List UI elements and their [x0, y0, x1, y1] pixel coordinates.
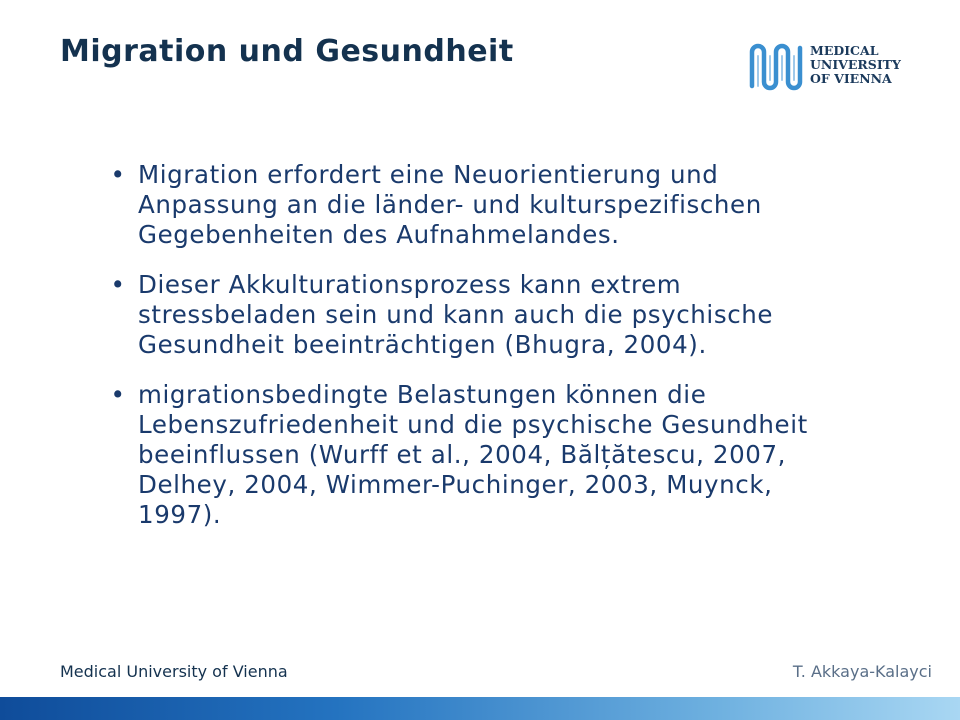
bullet-item — [108, 160, 848, 250]
footer-institution: Medical University of Vienna — [60, 662, 288, 681]
bullet-item — [108, 380, 848, 530]
footer-author: T. Akkaya-Kalayci — [792, 662, 932, 681]
bullet-list — [108, 160, 848, 550]
bullet-marker: • — [110, 270, 126, 299]
bullet-text: Dieser Akkulturationsprozess kann extrem stressbeladen sein und kann auch die psychische Gesundheit beeinträchtigen (Bhugra, 2004). — [138, 270, 774, 359]
logo-line-2: UNIVERSITY — [810, 57, 901, 72]
slide-title: Migration und Gesundheit — [60, 34, 514, 69]
bullet-marker: • — [110, 160, 126, 189]
medical-university-logo-icon — [746, 36, 808, 98]
logo-line-1: MEDICAL — [810, 43, 879, 58]
bottom-color-band — [0, 697, 960, 720]
university-logo — [746, 36, 926, 100]
logo-wordmark — [810, 44, 901, 86]
bullet-item — [108, 270, 848, 360]
bullet-text: Migration erfordert eine Neuorientierung und Anpassung an die länder- und kulturspezifischen Gegebenheiten des Aufnahmelandes. — [138, 160, 762, 249]
bullet-text: migrationsbedingte Belastungen können die Lebenszufriedenheit und die psychische Gesundheit beeinflussen (Wurff et al., 2004, Bălțătescu, 2007, Delhey, 2004, Wimmer-Puchinger, 2003, Muynck, 1997). — [138, 380, 808, 529]
slide-footer — [0, 660, 960, 684]
bullet-marker: • — [110, 380, 126, 409]
logo-line-3: OF VIENNA — [810, 71, 892, 86]
